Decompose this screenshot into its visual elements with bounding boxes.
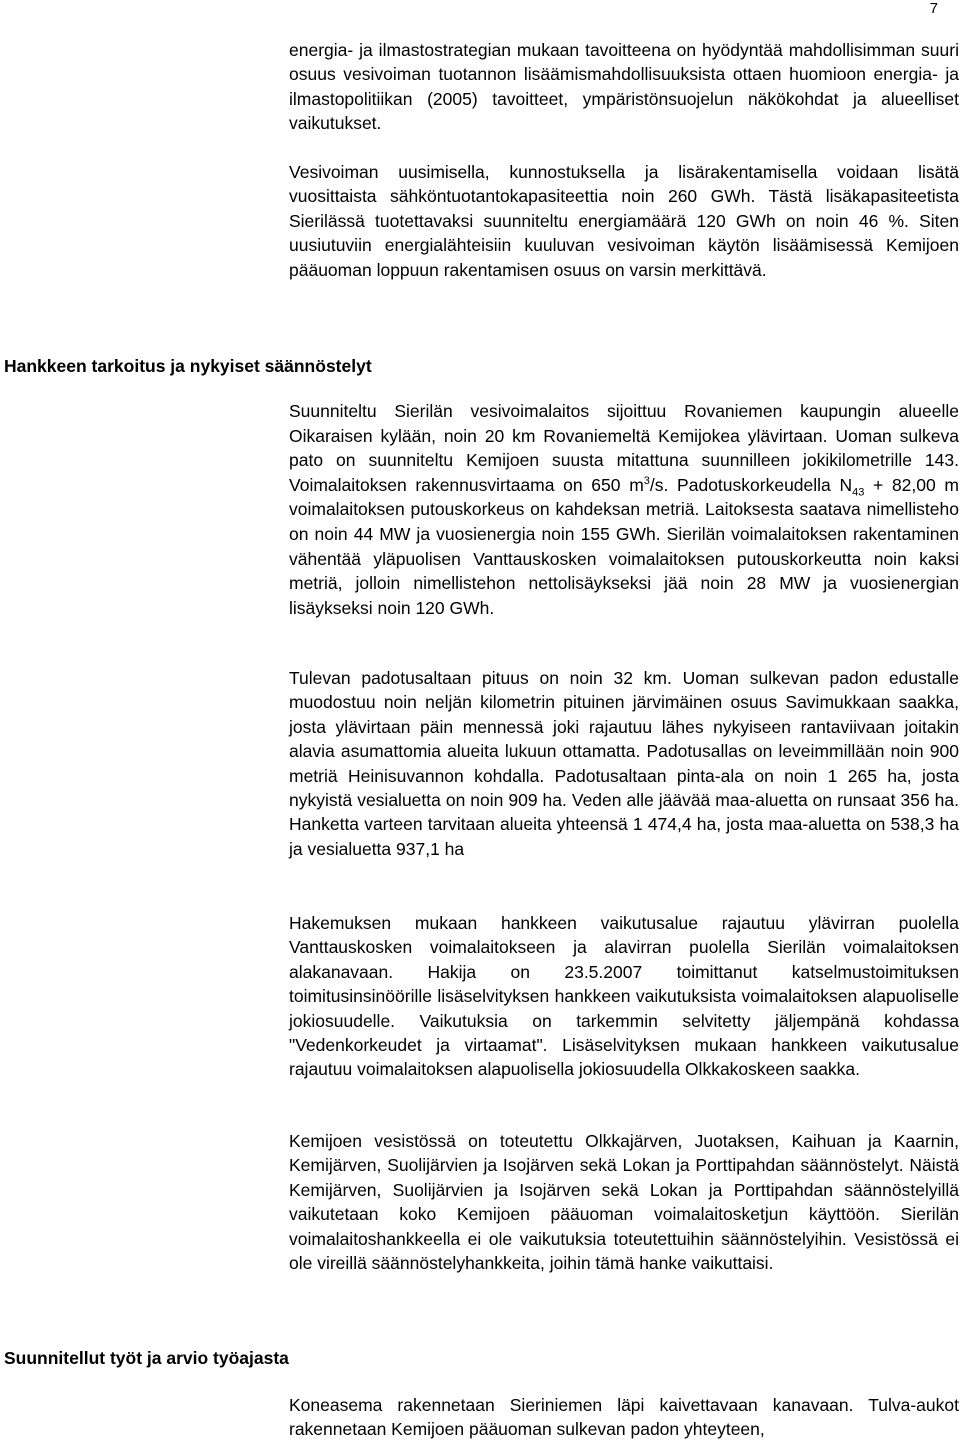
purpose-p1-text-a: Suunniteltu Sierilän vesivoimalaitos sijoittuu Rovaniemen kaupungin alueelle Oikaraisen kylään, noin 20 km Rovaniemeltä Kemijokea ylävirtaan. Uoman sulkeva pato on suunniteltu Kemijoen suusta mitattuna suunnilleen jokikilometrille 143. Voimalaitoksen rakennusvirtaama on 650 m <box>289 401 959 495</box>
section-heading-planned-works: Suunnitellut työt ja arvio työajasta <box>4 1348 289 1368</box>
page-number: 7 <box>929 0 938 17</box>
purpose-paragraph-4: Kemijoen vesistössä on toteutettu Olkkajärven, Juotaksen, Kaihuan ja Kaarnin, Kemijärven, Suolijärvien ja Isojärven sekä Lokan ja Porttipahdan säännöstelyt. Näistä Kemijärven, Suolijärvien ja Isojärven sekä Lokan ja Porttipahdan säännöstelyillä vaikutetaan koko Kemijoen pääuoman voimalaitosketjun käyttöön. Sierilän voimalaitoshankkeella ei ole vaikutuksia toteutettuihin säännöstelyihin. Vesistössä ei ole vireillä säännöstelyhankkeita, joihin tämä hanke vaikuttaisi. <box>289 1131 959 1274</box>
section-heading-purpose: Hankkeen tarkoitus ja nykyiset säännöstelyt <box>4 356 372 376</box>
purpose-p1-text-b: /s. Padotuskorkeudella N <box>649 474 853 495</box>
purpose-p1-text-c: + 82,00 m voimalaitoksen putouskorkeus on kahdeksan metriä. Laitoksesta saatava nimellisteho on noin 44 MW ja vuosienergia noin 155 GWh. Sierilän voimalaitoksen rakentaminen vähentää yläpuolisen Vanttauskosken voimalaitoksen putouskorkeutta noin kaksi metriä, jolloin nimellistehon nettolisäykseksi jää noin 28 MW ja vuosienergian lisäykseksi noin 120 GWh. <box>289 474 959 618</box>
subscript-43: 43 <box>852 486 865 499</box>
intro-paragraph-2: Vesivoiman uusimisella, kunnostuksella ja lisärakentamisella voidaan lisätä vuosittaista sähköntuotantokapasiteettia noin 260 GWh. Tästä lisäkapasiteetista Sierilässä tuotettavaksi suunniteltu energiamäärä 120 GWh on noin 46 %. Siten uusiutuviin energialähteisiin kuuluvan vesivoiman käytön lisäämisessä Kemijoen pääuoman loppuun rakentamisen osuus on varsin merkittävä. <box>289 162 959 280</box>
purpose-paragraph-3: Hakemuksen mukaan hankkeen vaikutusalue rajautuu ylävirran puolella Vanttauskosken voimalaitokseen ja alavirran puolella Sierilän voimalaitoksen alakanavaan. Hakija on 23.5.2007 toimittanut katselmustoimituksen toimitusinsinöörille lisäselvityksen hankkeen vaikutuksista voimalaitoksen alapuoliselle jokiosuudelle. Vaikutuksia on tarkemmin selvitetty jäljempänä kohdassa "Vedenkorkeudet ja virtaamat". Lisäselvityksen mukaan hankkeen vaikutusalue rajautuu voimalaitoksen alapuolisella jokiosuudella Olkkakoskeen saakka. <box>289 913 959 1080</box>
purpose-paragraph-1 <box>289 399 959 620</box>
planned-works-paragraph-1: Koneasema rakennetaan Sieriniemen läpi kaivettavaan kanavaan. Tulva-aukot rakennetaan Kemijoen pääuoman sulkevan padon yhteyteen, <box>289 1395 959 1440</box>
intro-paragraph-1: energia- ja ilmastostrategian mukaan tavoitteena on hyödyntää mahdollisimman suuri osuus vesivoiman tuotannon lisäämismahdollisuuksista ottaen huomioon energia- ja ilmastopolitiikan (2005) tavoitteet, ympäristönsuojelun näkökohdat ja alueelliset vaikutukset. <box>289 40 959 134</box>
purpose-paragraph-2: Tulevan padotusaltaan pituus on noin 32 km. Uoman sulkevan padon edustalle muodostuu noin neljän kilometrin pituinen järvimäinen osuus Savimukkaan saakka, josta ylävirtaan päin mennessä joki rajautuu lähes nykyiseen rantaviivaan joitakin alavia asumattomia alueita lukuun ottamatta. Padotusallas on leveimmillään noin 900 metriä Heinisuvannon kohdalla. Padotusaltaan pinta-ala on noin 1 265 ha, josta nykyistä vesialuetta on noin 909 ha. Veden alle jäävää maa-aluetta on runsaat 356 ha. Hanketta varteen tarvitaan alueita yhteensä 1 474,4 ha, josta maa-aluetta on 538,3 ha ja vesialuetta 937,1 ha <box>289 668 959 859</box>
superscript-3: 3 <box>643 474 650 487</box>
